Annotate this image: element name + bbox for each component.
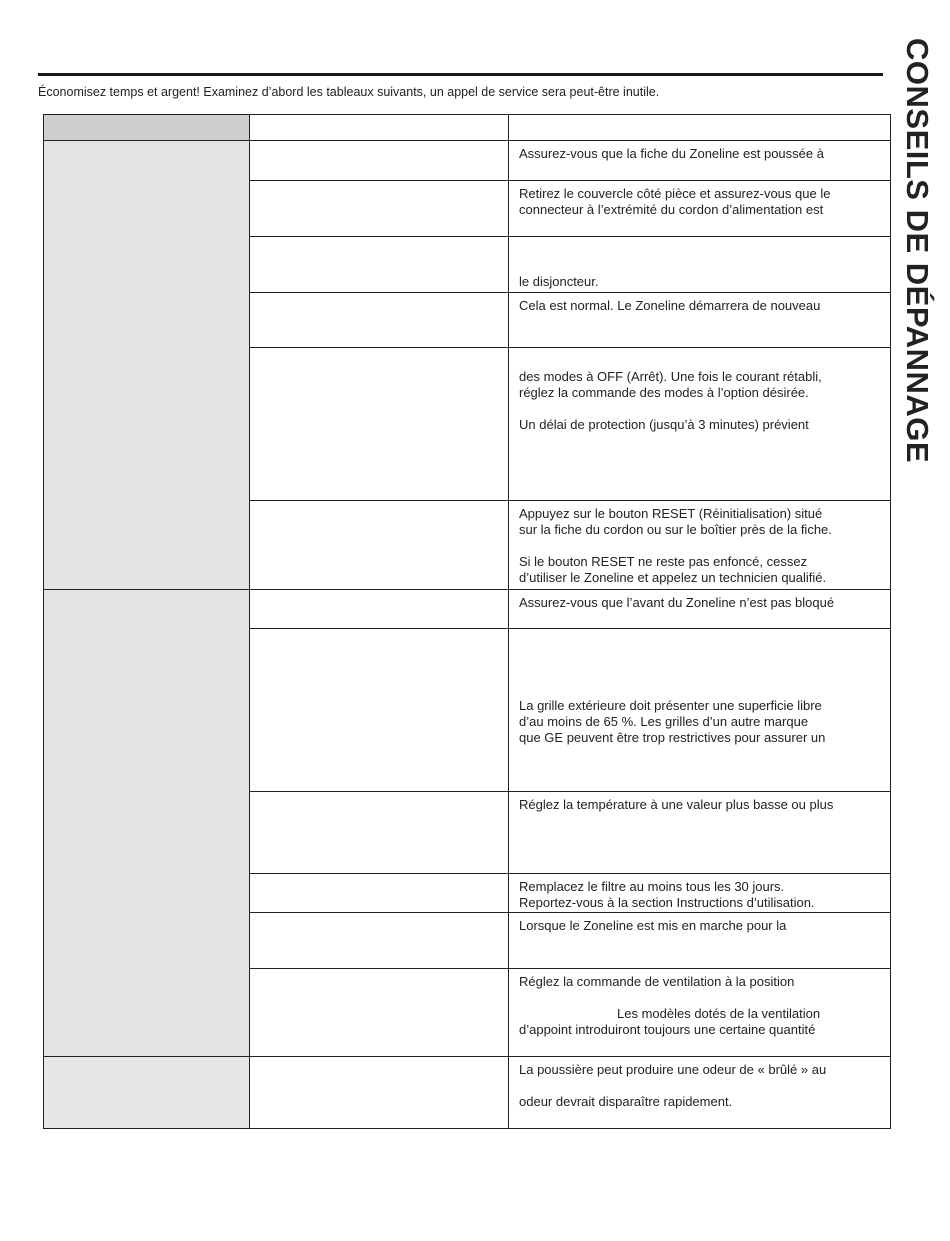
solution-line: Assurez-vous que l’avant du Zoneline n’est pas bloqué <box>519 595 835 610</box>
solution-line: Assurez-vous que la fiche du Zoneline est poussée à <box>519 146 824 161</box>
cause-cell <box>250 181 509 237</box>
solution-line: La grille extérieure doit présenter une superficie libre <box>519 698 822 713</box>
solution-line: d’appoint introduiront toujours une certaine quantité <box>519 1022 816 1037</box>
problem-cell <box>44 590 250 1057</box>
troubleshooting-table <box>43 114 891 1129</box>
header-cell-problem <box>44 115 250 141</box>
solution-line: Un délai de protection (jusqu’à 3 minutes) prévient <box>519 417 809 432</box>
cause-cell <box>250 874 509 913</box>
cause-cell <box>250 590 509 629</box>
solution-line: La poussière peut produire une odeur de « brûlé » au <box>519 1062 827 1077</box>
solution-cell <box>509 501 891 590</box>
cause-cell <box>250 501 509 590</box>
solution-line: réglez la commande des modes à l’option désirée. <box>519 385 809 400</box>
solution-line: odeur devrait disparaître rapidement. <box>519 1094 733 1109</box>
table-row <box>44 590 891 629</box>
solution-line: Retirez le couvercle côté pièce et assurez-vous que le <box>519 186 831 201</box>
solution-line: des modes à OFF (Arrêt). Une fois le courant rétabli, <box>519 369 822 384</box>
header-cell-cause <box>250 115 509 141</box>
header-cell-solution <box>509 115 891 141</box>
cause-cell <box>250 1057 509 1129</box>
solution-line: sur la fiche du cordon ou sur le boîtier près de la fiche. <box>519 522 832 537</box>
solution-cell <box>509 792 891 874</box>
solution-line: connecteur à l’extrémité du cordon d’alimentation est <box>519 202 824 217</box>
solution-cell <box>509 913 891 969</box>
solution-line: d’utiliser le Zoneline et appelez un technicien qualifié. <box>519 570 827 585</box>
table-header-row <box>44 115 891 141</box>
solution-cell <box>509 348 891 501</box>
table-row <box>44 141 891 181</box>
cause-cell <box>250 348 509 501</box>
cause-cell <box>250 629 509 792</box>
solution-line: Cela est normal. Le Zoneline démarrera de nouveau <box>519 298 821 313</box>
solution-cell <box>509 969 891 1057</box>
solution-line: Appuyez sur le bouton RESET (Réinitialisation) situé <box>519 506 823 521</box>
cause-cell <box>250 792 509 874</box>
solution-cell <box>509 237 891 293</box>
solution-cell <box>509 590 891 629</box>
side-title: CONSEILS DE DÉPANNAGE <box>900 38 935 464</box>
table-row <box>44 1057 891 1129</box>
cause-cell <box>250 913 509 969</box>
solution-cell <box>509 141 891 181</box>
solution-line: le disjoncteur. <box>519 274 599 289</box>
solution-line: Lorsque le Zoneline est mis en marche pour la <box>519 918 787 933</box>
top-rule <box>38 73 883 76</box>
solution-cell <box>509 629 891 792</box>
solution-cell <box>509 181 891 237</box>
solution-cell <box>509 874 891 913</box>
solution-cell <box>509 1057 891 1129</box>
problem-cell <box>44 141 250 590</box>
problem-cell <box>44 1057 250 1129</box>
cause-cell <box>250 141 509 181</box>
solution-line: d’au moins de 65 %. Les grilles d’un autre marque <box>519 714 809 729</box>
cause-cell <box>250 237 509 293</box>
solution-line: que GE peuvent être trop restrictives pour assurer un <box>519 730 826 745</box>
solution-line: Réglez la commande de ventilation à la position <box>519 974 795 989</box>
cause-cell <box>250 293 509 348</box>
solution-line: Remplacez le filtre au moins tous les 30 jours. <box>519 879 785 894</box>
solution-line: Si le bouton RESET ne reste pas enfoncé, cessez <box>519 554 808 569</box>
solution-cell <box>509 293 891 348</box>
solution-line: Reportez-vous à la section Instructions d’utilisation. <box>519 895 815 910</box>
solution-line: Réglez la température à une valeur plus basse ou plus <box>519 797 834 812</box>
solution-line: Les modèles dotés de la ventilation <box>617 1006 821 1021</box>
cause-cell <box>250 969 509 1057</box>
intro-text: Économisez temps et argent! Examinez d’abord les tableaux suivants, un appel de service sera peut-être inutile. <box>38 85 660 99</box>
